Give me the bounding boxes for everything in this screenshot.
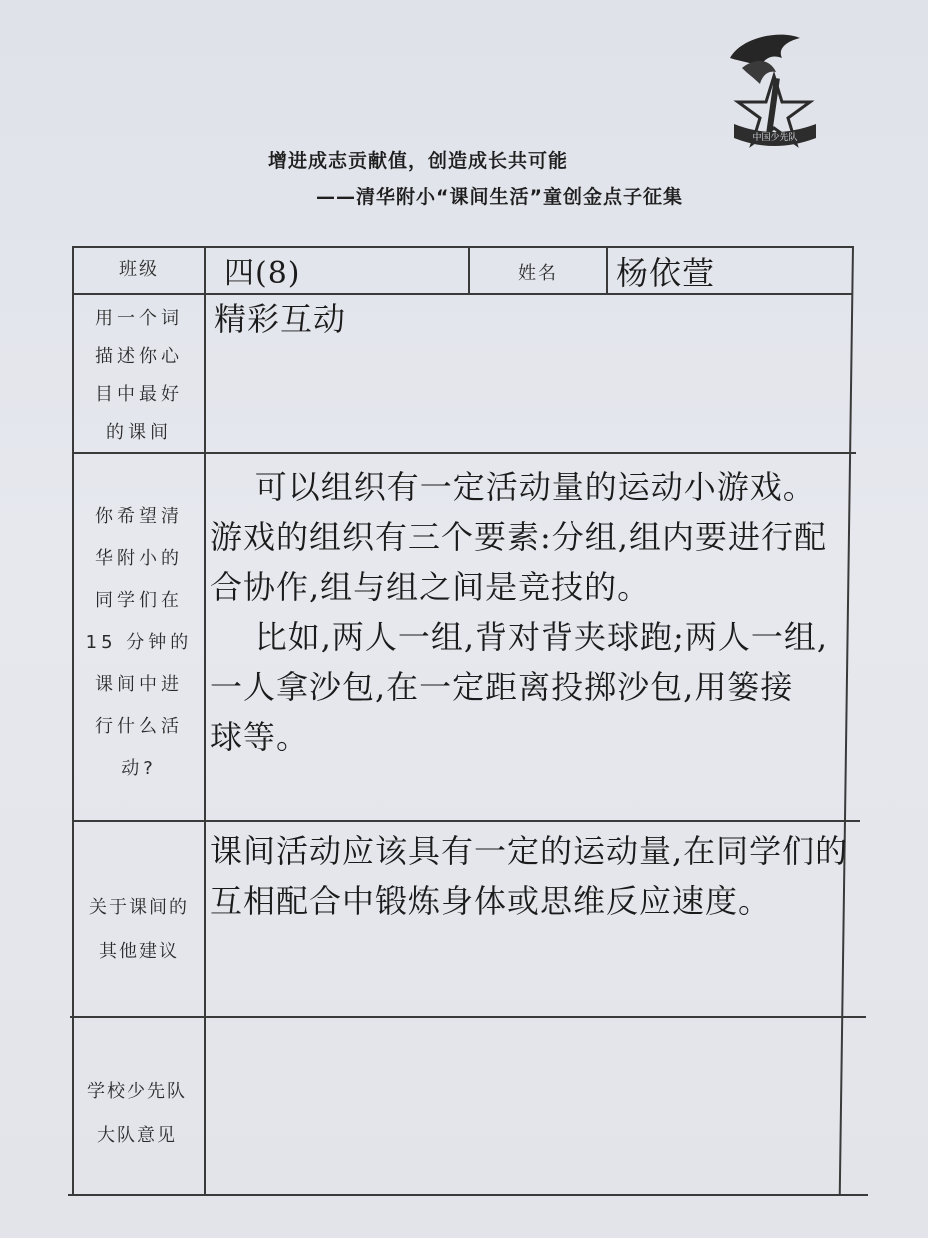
emblem-banner-text: 中国少先队: [752, 133, 798, 143]
q2-answer-paragraph-2[interactable]: 比如,两人一组,背对背夹球跑;两人一组, 一人拿沙包,在一定距离投掷沙包,用篓接 球等。: [210, 618, 828, 756]
row-divider-3: [74, 820, 860, 822]
name-value[interactable]: 杨依萱: [616, 254, 716, 292]
q1-answer[interactable]: 精彩互动: [214, 300, 347, 338]
label-column-divider: [204, 246, 206, 1196]
q2-label: 你希望清 华附小的 同学们在 15 分钟的 课间中进 行什么活 动?: [85, 506, 193, 779]
name-label: 姓名: [518, 263, 558, 284]
row-divider-1: [74, 293, 852, 295]
row-divider-2: [74, 452, 856, 454]
q4-label: 学校少先队 大队意见: [87, 1081, 187, 1146]
q3-answer[interactable]: 课间活动应该具有一定的运动量,在同学们的 互相配合中锻炼身体或思维反应速度。: [210, 832, 849, 920]
page-subtitle: ——清华附小“课间生活”童创金点子征集: [316, 186, 683, 208]
class-label: 班级: [119, 259, 159, 280]
young-pioneers-emblem-icon: [712, 28, 842, 158]
q4-answer[interactable]: [210, 1024, 850, 1184]
table-border-bottom: [68, 1194, 868, 1196]
page-title: 增进成志贡献值，创造成长共可能: [268, 150, 569, 172]
q1-label: 用一个词 描述你心 目中最好 的课间: [95, 308, 183, 443]
q2-answer-paragraph-1[interactable]: 可以组织有一定活动量的运动小游戏。 游戏的组织有三个要素:分组,组内要进行配 合协作,组与组之间是竞技的。: [210, 468, 827, 606]
row-divider-4: [70, 1016, 866, 1018]
class-name-divider-2: [606, 246, 608, 294]
q3-label: 关于课间的 其他建议: [89, 897, 189, 962]
table-border-top: [74, 246, 852, 248]
class-value[interactable]: 四(8): [224, 256, 301, 291]
